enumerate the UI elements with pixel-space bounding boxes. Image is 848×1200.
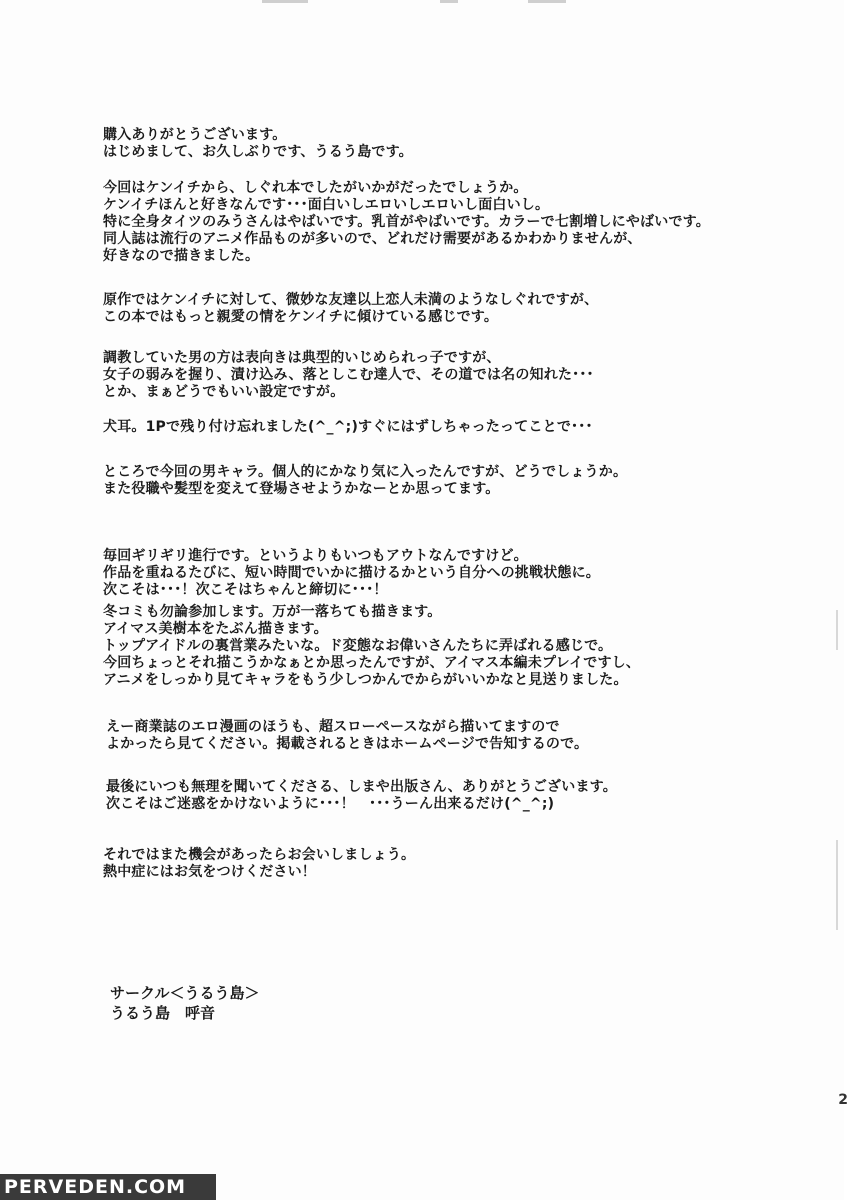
afterword-paragraph-commercial-work — [106, 719, 588, 753]
scan-artifact — [836, 610, 838, 650]
circle-name: サークル＜うるう島＞ — [110, 984, 260, 1002]
circle-signature — [110, 983, 260, 1023]
text-line: また役職や髪型を変えて登場させようかなーとか思ってます。 — [103, 481, 500, 497]
text-line: 熱中症にはお気をつけください！ — [103, 864, 316, 880]
afterword-paragraph-character-setting — [103, 350, 594, 401]
text-line: よかったら見てください。掲載されるときはホームページで告知するので。 — [106, 736, 589, 752]
text-line: 今回はケンイチから、しぐれ本でしたがいかがだったでしょうか。 — [103, 180, 528, 196]
text-line: 調教していた男の方は表向きは典型的いじめられっ子ですが、 — [103, 350, 501, 366]
text-line: 毎回ギリギリ進行です。というよりもいつもアウトなんですけど。 — [103, 548, 528, 564]
text-line: 同人誌は流行のアニメ作品ものが多いので、どれだけ需要があるかわかりませんが、 — [103, 231, 642, 247]
text-line: それではまた機会があったらお会いしましょう。 — [103, 847, 416, 863]
afterword-paragraph-original-work — [103, 292, 598, 326]
afterword-paragraph-schedule — [103, 548, 600, 599]
author-name: うるう島 呼音 — [110, 1004, 216, 1022]
site-watermark: PERVEDEN.COM — [0, 1174, 216, 1200]
text-line: アニメをしっかり見てキャラをもう少しつかんでからがいいかなと見送りました。 — [103, 672, 628, 688]
text-line: 今回ちょっとそれ描こうかなぁとか思ったんですが、アイマス本編未プレイですし、 — [103, 655, 641, 671]
text-line: えー商業誌のエロ漫画のほうも、超スローペースながら描いてますので — [106, 719, 560, 735]
text-line: 最後にいつも無理を聞いてくださる、しまや出版さん、ありがとうございます。 — [106, 779, 617, 795]
text-line: 原作ではケンイチに対して、微妙な友達以上恋人未満のようなしぐれですが、 — [103, 292, 599, 308]
text-line: ケンイチほんと好きなんです･･･面白いしエロいしエロいし面白いし。 — [103, 197, 550, 213]
scan-artifact — [262, 0, 308, 3]
text-line: 犬耳。1Pで残り付け忘れました(^_^;)すぐにはずしちゃったってことで･･･ — [103, 419, 593, 435]
page-number: 2 — [838, 1092, 848, 1108]
scan-artifact — [836, 840, 838, 930]
text-line: この本ではもっと親愛の情をケンイチに傾けている感じです。 — [103, 309, 499, 325]
text-line: 好きなので描きました。 — [103, 248, 260, 264]
text-line: ところで今回の男キャラ。個人的にかなり気に入ったんですが、どうでしょうか。 — [103, 464, 628, 480]
scan-artifact — [528, 0, 566, 3]
text-line: 次こそはご迷惑をかけないように･･･！ ･･･うーん出来るだけ(^_^;) — [106, 796, 555, 812]
text-line: トップアイドルの裏営業みたいな。ド変態なお偉いさんたちに弄ばれる感じで。 — [103, 638, 613, 654]
scan-artifact — [440, 0, 458, 3]
text-line: 女子の弱みを握り、漬け込み、落としこむ達人で、その道では名の知れた･･･ — [103, 367, 594, 383]
afterword-paragraph-male-character — [103, 464, 627, 498]
afterword-paragraph-thanks-publisher — [106, 779, 617, 813]
text-line: はじめまして、お久しぶりです、うるう島です。 — [103, 144, 413, 160]
afterword-paragraph-winter-comiket — [103, 604, 640, 689]
afterword-paragraph-greeting — [103, 127, 413, 161]
afterword-paragraph-dog-ears — [103, 419, 593, 436]
afterword-paragraph-book-intro — [103, 180, 710, 265]
afterword-paragraph-farewell — [103, 847, 415, 881]
text-line: アイマス美樹本をたぶん描きます。 — [103, 621, 328, 637]
text-line: 冬コミも勿論参加します。万が一落ちても描きます。 — [103, 604, 442, 620]
text-line: 作品を重ねるたびに、短い時間でいかに描けるかという自分への挑戦状態に。 — [103, 565, 600, 581]
text-line: 購入ありがとうございます。 — [103, 127, 287, 143]
text-line: とか、まぁどうでもいい設定ですが。 — [103, 384, 345, 400]
text-line: 特に全身タイツのみうさんはやばいです。乳首がやばいです。カラーで七割増しにやばいです。 — [103, 214, 710, 230]
text-line: 次こそは･･･！次こそはちゃんと締切に･･･！ — [103, 582, 388, 598]
